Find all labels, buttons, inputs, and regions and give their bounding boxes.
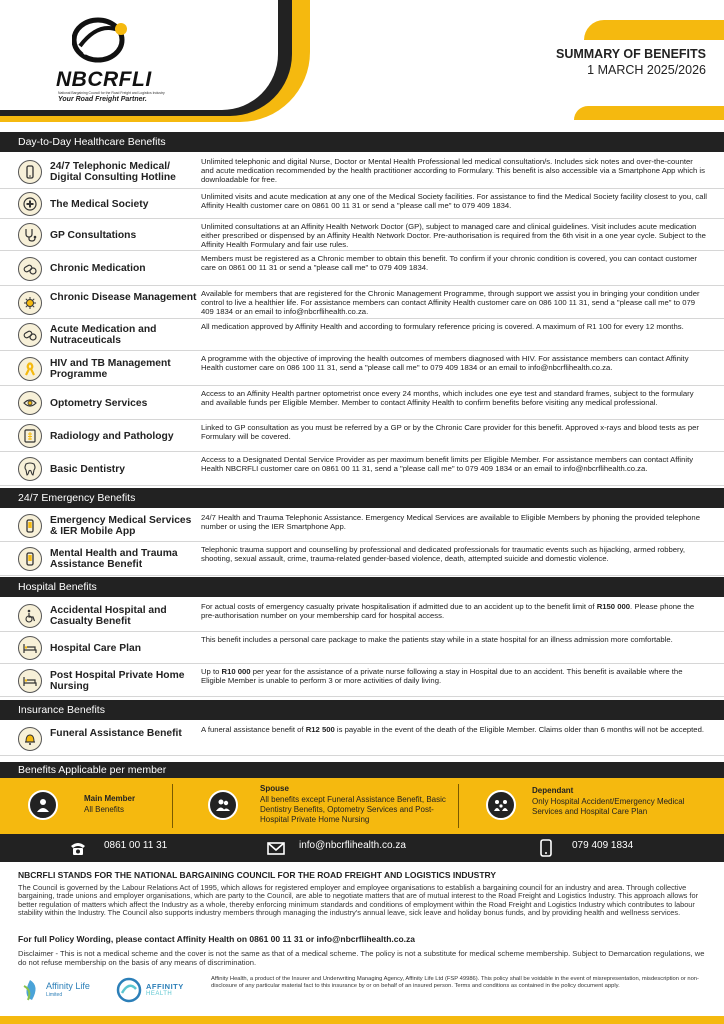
virus-icon [18, 291, 42, 315]
spouse-text: All benefits except Funeral Assistance Benefit, Basic Dentistry Benefits, Optometry Services and Post-Hospital Private Home Nursing [260, 795, 446, 824]
hospital-bed-icon [18, 636, 42, 660]
logo-mark-icon [72, 16, 130, 64]
benefit-name: Chronic Disease Management [50, 292, 197, 303]
benefit-row [0, 664, 724, 697]
wheelchair-icon [18, 604, 42, 628]
benefit-amount: R12 500 [305, 725, 335, 734]
footer-heading: NBCRFLI STANDS FOR THE NATIONAL BARGAINING COUNCIL FOR THE ROAD FREIGHT AND LOGISTICS INDUSTRY [18, 870, 497, 880]
benefit-row [0, 542, 724, 576]
benefit-description: Linked to GP consultation as you must be referred by a GP or by the Chronic Care provider for this benefit. Approved x-rays and blood tests as per Formulary will be covered. [201, 423, 699, 441]
benefit-description [201, 725, 707, 734]
benefit-name: The Medical Society [50, 199, 149, 210]
benefit-row [0, 599, 724, 632]
benefit-name: 24/7 Telephonic Medical/ Digital Consulting Hotline [50, 161, 176, 183]
telephone-icon [68, 838, 88, 858]
benefit-row [0, 452, 724, 486]
applicable-panel [0, 778, 724, 834]
applicable-title: Benefits Applicable per member [0, 762, 724, 778]
benefit-description-text: This benefit includes a personal care package to make the patients stay while in a state hospital for an illness admission more comfortable. [201, 635, 673, 644]
tooth-icon [18, 457, 42, 481]
dependant-icon [486, 790, 516, 820]
affinity-life-logo [18, 976, 106, 1004]
phone-icon [18, 160, 42, 184]
benefit-description: Available for members that are registered for the Chronic Management Programme, through support we assist you in bringing your condition under control to live a healthier life. For assistance members can contact Affinity Health customer care on 086 100 11 31, send a "please call me" to 079 409 1834 or an email to info@nbcrflihealth.co.za. [201, 289, 700, 316]
header-right-accent-bottom [574, 106, 724, 120]
dependant-heading: Dependant [532, 786, 574, 795]
medical-cross-icon [18, 192, 42, 216]
benefit-name: Radiology and Pathology [50, 431, 174, 442]
section-hospital: Hospital Benefits [0, 577, 724, 597]
document-title: SUMMARY OF BENEFITS [555, 47, 706, 61]
benefit-row [0, 154, 724, 189]
divider [172, 784, 173, 828]
spouse-heading: Spouse [260, 784, 289, 793]
section-emergency: 24/7 Emergency Benefits [0, 488, 724, 508]
benefit-description: Unlimited telephonic and digital Nurse, Doctor or Mental Health Professional led medical consultation/s. Includes sick notes and over-the-counter and acute medication recommended by the health practitioner according to Formulary. This benefit is also accessible via a Smartphone App which is downloadable for free. [201, 157, 705, 184]
benefit-description-text: per year for the assistance of a private nurse following a stay in Hospital due to an accident. This benefit is available where the Eligible Member is unable to perform 3 or more activities of daily living. [201, 667, 683, 685]
benefit-name: Post Hospital Private Home Nursing [50, 670, 185, 692]
header [0, 0, 724, 122]
benefit-description: 24/7 Health and Trauma Telephonic Assistance. Emergency Medical Services are available to Eligible Members by phoning the provided telephone number or using the IER Smartphone App. [201, 513, 700, 531]
benefit-description: Unlimited visits and acute medication at any one of the Medical Society facilities. For assistance to find the Medical Society facility closest to you, call Affinity Health customer care on 0861 00 11 31 or send a "please call me" to 079 409 1834. [201, 192, 707, 210]
policy-wording-note: For full Policy Wording, please contact Affinity Health on 0861 00 11 31 or info@nbcrflihealth.co.za [18, 934, 416, 944]
benefit-description-text: Up to [201, 667, 222, 676]
benefit-description [201, 635, 707, 644]
main-member-text: All Benefits [84, 805, 125, 814]
benefit-name: GP Consultations [50, 230, 137, 241]
section-day-to-day: Day-to-Day Healthcare Benefits [0, 132, 724, 152]
benefit-row [0, 386, 724, 420]
benefit-description-text: A funeral assistance benefit of [201, 725, 306, 734]
benefit-row [0, 510, 724, 542]
benefit-amount: R10 000 [221, 667, 251, 676]
benefit-row [0, 251, 724, 286]
affinity-health-logo [116, 976, 200, 1004]
affinity-life-leaf-icon [18, 978, 42, 1002]
benefit-row [0, 189, 724, 219]
benefit-description: Access to a Designated Dental Service Provider as per maximum benefit limits per Eligible Member. For assistance members can contact Affinity Health NBCRFLI customer care on 0861 00 11 31, send a "please call me" to 079 409 1834 or an email to info@nbcrflihealth.co.za. [201, 455, 694, 473]
benefit-description: Members must be registered as a Chronic member to obtain this benefit. To confirm if your chronic condition is covered, you can contact customer care on 0861 00 11 31 or send a "please call me" to 079 409 1834. [201, 254, 697, 272]
benefit-row [0, 351, 724, 386]
benefit-row [0, 632, 724, 664]
footer-accent-bar [0, 1016, 724, 1024]
nbcrfli-logo [56, 16, 206, 108]
benefit-row [0, 286, 724, 319]
header-right-accent [584, 20, 724, 40]
contact-mobile[interactable]: 079 409 1834 [572, 840, 634, 851]
mobile-phone-icon [536, 838, 556, 858]
mobile-app-icon [18, 547, 42, 571]
contact-email[interactable]: info@nbcrflihealth.co.za [299, 840, 406, 851]
benefit-description: All medication approved by Affinity Health and according to formulary reference pricing is covered. A maximum of R1 100 for every 12 months. [201, 322, 684, 331]
benefit-name: Chronic Medication [50, 263, 146, 274]
benefit-name: HIV and TB Management Programme [50, 358, 171, 380]
benefit-row [0, 420, 724, 452]
benefit-description-text: . Please phone the pre-authorisation number on your membership card for hospital access. [201, 602, 695, 620]
benefit-name: Hospital Care Plan [50, 643, 141, 654]
benefit-name: Funeral Assistance Benefit [50, 728, 182, 739]
benefit-description: Unlimited consultations at an Affinity Health Network Doctor (GP), subject to managed care and clinical guidelines. Visit includes acute medication either prescribed or dispensed by an Affinity Health Network Doctor. Pre-authorisation is required from the 6th visit in a one year cycle. Subject to the Affinity Health Formulary and fair use rules. [201, 222, 706, 249]
main-member-icon [28, 790, 58, 820]
benefit-name: Emergency Medical Services & IER Mobile App [50, 515, 192, 537]
logo-brand-subtitle: National Bargaining Council for the Road Freight and Logistics Industry [58, 91, 165, 95]
benefit-row [0, 219, 724, 251]
xray-icon [18, 424, 42, 448]
affinity-life-sub: Limited [46, 992, 63, 998]
footer-paragraph: The Council is governed by the Labour Relations Act of 1995, which allows for registered employer and employee organisations to establish a bargaining council for an industry and area. Through collective bargaining, trade unions and employer organisations, which are party to the Council, are able to negotiate matters that are of mutual interest to the Road Freight and Logistics Industry. This approach allows for better regulation of matters which affect the Industry as a whole, thereby enforcing minimum standards and conditions of employment within the Road Freight and Logistics Industry which contributes to labour stability within the Industry. The Council also supports industry members through managing the industry's annual leave, sick leave and holiday bonus funds, and by providing health and wellness services. [18, 883, 699, 917]
contact-phone[interactable]: 0861 00 11 31 [104, 840, 168, 851]
benefit-name: Mental Health and Trauma Assistance Benefit [50, 548, 178, 570]
hospital-bed-icon [18, 669, 42, 693]
benefit-name: Optometry Services [50, 398, 148, 409]
main-member-heading: Main Member [84, 794, 136, 803]
logo-tagline: Your Road Freight Partner. [58, 96, 147, 103]
benefit-description [201, 602, 707, 620]
benefit-description: A programme with the objective of improving the health outcomes of members diagnosed with HIV. For assistance members can contact Affinity Health customer care on 086 100 11 31, send a "please call me" to 079 409 1834 or an email to info@nbcrflihealth.co.za. [201, 354, 689, 372]
benefit-description: Telephonic trauma support and counselling by professional and dedicated professionals for traumatic events such as hijacking, armed robbery, shooting, sexual assault, crime, trauma-related gender-based violence, death, attempted suicide and domestic violence. [201, 545, 686, 563]
pills-icon [18, 257, 42, 281]
mobile-app-icon [18, 514, 42, 538]
benefit-description-text: For actual costs of emergency casualty private hospitalisation if admitted due to an accident up to the benefit limit of [201, 602, 597, 611]
benefit-name: Acute Medication and Nutraceuticals [50, 324, 157, 346]
benefit-description [201, 667, 707, 685]
affinity-health-swirl-icon [116, 977, 142, 1003]
section-insurance: Insurance Benefits [0, 700, 724, 720]
document-date: 1 MARCH 2025/2026 [587, 63, 706, 77]
logo-brand-name: NBCRFLI [56, 68, 152, 91]
footer-legal-text: Affinity Health, a product of the Insurer and Underwriting Managing Agency, Affinity Life Ltd (FSP 49986). This policy shall be voidable in the event of misrepresentation, misdescription or non-disclosure of any particular material fact to this insurance by or on behalf of an insured person. Terms and conditions as contained in the policy document apply. [211, 976, 699, 989]
affinity-life-name: Affinity Life [46, 981, 90, 991]
disclaimer: Disclaimer - This is not a medical scheme and the cover is not the same as that of a medical scheme. The policy is not a substitute for medical scheme membership. Subject to Demarcation regulations, we do not refuse membership on the basis of any means of discrimination. [18, 949, 705, 967]
affinity-health-sub: HEALTH [146, 991, 173, 997]
divider [458, 784, 459, 828]
benefit-description: Access to an Affinity Health partner optometrist once every 24 months, which includes one eye test and standard frames, subject to the formulary and available funds per Eligible Member. Member to contact Affinity Health to confirm benefits before visiting any medical professional. [201, 389, 694, 407]
eye-icon [18, 391, 42, 415]
dependant-text: Only Hospital Accident/Emergency Medical Services and Hospital Care Plan [532, 797, 685, 816]
benefit-name: Accidental Hospital and Casualty Benefit [50, 605, 167, 627]
benefit-row [0, 319, 724, 351]
spouse-icon [208, 790, 238, 820]
stethoscope-icon [18, 223, 42, 247]
bell-icon [18, 727, 42, 751]
contact-bar [0, 834, 724, 862]
benefit-amount: R150 000 [596, 602, 631, 611]
envelope-icon [266, 838, 286, 858]
pills-icon [18, 323, 42, 347]
benefit-row [0, 722, 724, 756]
benefit-name: Basic Dentistry [50, 464, 125, 475]
ribbon-icon [18, 357, 42, 381]
benefit-description-text: is payable in the event of the death of the Eligible Member. Claims older than 6 months will not be accepted. [334, 725, 704, 734]
affinity-health-name: AFFINITY [146, 982, 184, 991]
